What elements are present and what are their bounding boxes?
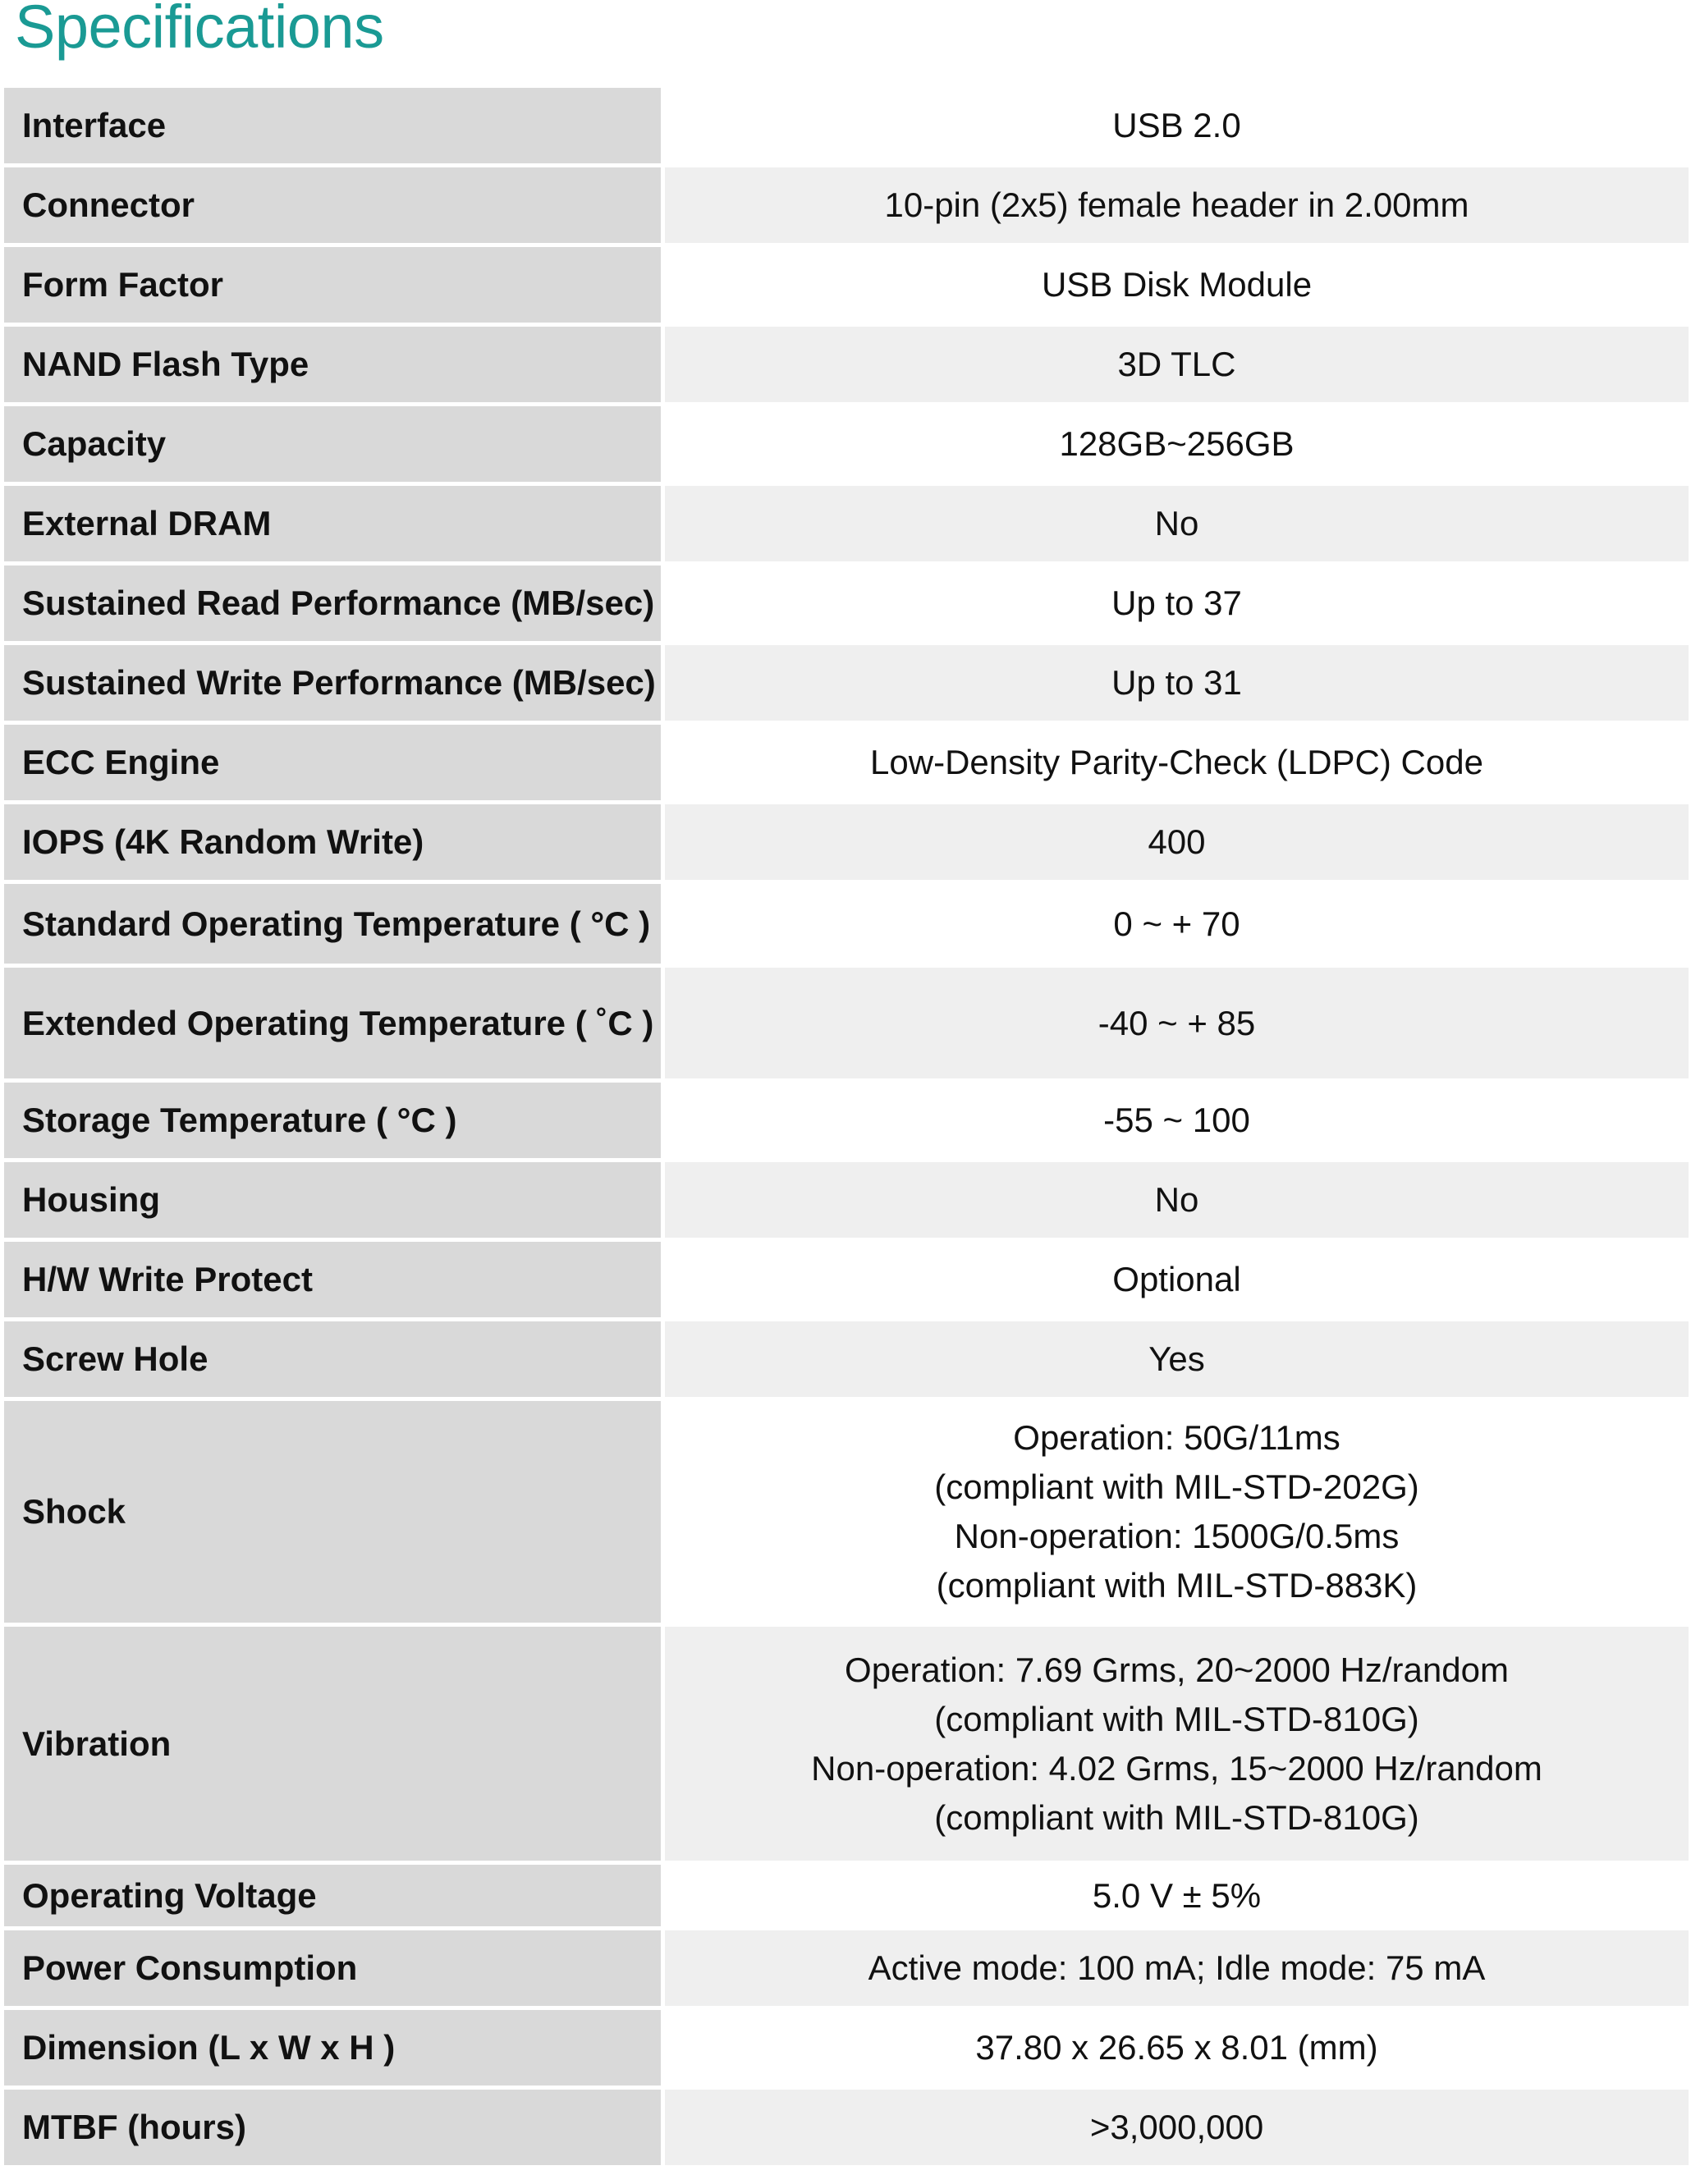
spec-value: [665, 1865, 1689, 1930]
spec-row: [4, 406, 1689, 486]
spec-value-line: (compliant with MIL-STD-883K): [936, 1566, 1418, 1605]
spec-value-line: 5.0 V ± 5%: [1092, 1875, 1262, 1915]
spec-label: Operating Voltage: [4, 1865, 665, 1930]
spec-value: [665, 247, 1689, 327]
spec-row: [4, 804, 1689, 884]
spec-row: [4, 565, 1689, 645]
spec-value: [665, 1401, 1689, 1627]
spec-label: Vibration: [4, 1627, 665, 1865]
spec-value: [665, 1242, 1689, 1321]
spec-label: ECC Engine: [4, 725, 665, 804]
spec-row: [4, 486, 1689, 565]
spec-row: [4, 88, 1689, 167]
spec-row: [4, 1627, 1689, 1865]
spec-label: Extended Operating Temperature ( ˚C ): [4, 968, 665, 1083]
spec-value-line: Low-Density Parity-Check (LDPC) Code: [870, 743, 1483, 781]
spec-value: [665, 1930, 1689, 2010]
spec-row: [4, 1242, 1689, 1321]
spec-value: [665, 327, 1689, 406]
spec-value-line: USB 2.0: [1112, 106, 1241, 144]
spec-value-line: No: [1154, 1180, 1199, 1219]
specifications-table: [4, 88, 1689, 2169]
page-title: Specifications: [15, 0, 384, 61]
spec-label: Sustained Read Performance (MB/sec): [4, 565, 665, 645]
specifications-table-body: [4, 88, 1689, 2169]
spec-value: [665, 88, 1689, 167]
spec-value-line: (compliant with MIL-STD-202G): [934, 1467, 1419, 1506]
spec-row: [4, 2090, 1689, 2169]
spec-value-line: 3D TLC: [1117, 345, 1236, 383]
spec-value: [665, 565, 1689, 645]
spec-value-line: 10-pin (2x5) female header in 2.00mm: [884, 185, 1469, 224]
spec-row: [4, 1401, 1689, 1627]
spec-value-line: No: [1154, 504, 1199, 543]
spec-label: Connector: [4, 167, 665, 247]
spec-value-line: (compliant with MIL-STD-810G): [934, 1797, 1419, 1837]
spec-label: Sustained Write Performance (MB/sec): [4, 645, 665, 725]
spec-label: Housing: [4, 1162, 665, 1242]
spec-row: [4, 968, 1689, 1083]
spec-value-line: -55 ~ 100: [1103, 1101, 1250, 1139]
spec-value: [665, 804, 1689, 884]
spec-value-line: 0 ~ + 70: [1113, 904, 1240, 943]
spec-row: [4, 247, 1689, 327]
spec-value-line: USB Disk Module: [1041, 265, 1313, 304]
spec-label: Interface: [4, 88, 665, 167]
spec-label: Power Consumption: [4, 1930, 665, 2010]
spec-value-line: Non-operation: 1500G/0.5ms: [954, 1517, 1400, 1555]
spec-value-line: 128GB~256GB: [1059, 424, 1295, 463]
spec-label: IOPS (4K Random Write): [4, 804, 665, 884]
spec-value-line: Up to 31: [1111, 663, 1242, 702]
spec-value-line: Yes: [1148, 1339, 1205, 1378]
spec-label: Shock: [4, 1401, 665, 1627]
spec-row: [4, 1930, 1689, 2010]
spec-value-line: >3,000,000: [1089, 2108, 1264, 2146]
spec-value-line: Up to 37: [1111, 584, 1242, 622]
spec-value: [665, 725, 1689, 804]
spec-row: [4, 1083, 1689, 1162]
spec-label: MTBF (hours): [4, 2090, 665, 2169]
spec-label: NAND Flash Type: [4, 327, 665, 406]
spec-value-line: (compliant with MIL-STD-810G): [934, 1699, 1419, 1738]
spec-value: [665, 1321, 1689, 1401]
spec-value: [665, 884, 1689, 968]
spec-value: [665, 1162, 1689, 1242]
spec-value: [665, 645, 1689, 725]
spec-row: [4, 884, 1689, 968]
spec-value-line: Active mode: 100 mA; Idle mode: 75 mA: [868, 1948, 1486, 1987]
spec-label: Storage Temperature ( °C ): [4, 1083, 665, 1162]
spec-value-line: Non-operation: 4.02 Grms, 15~2000 Hz/random: [811, 1748, 1542, 1788]
spec-value-line: 400: [1148, 822, 1206, 861]
spec-value: [665, 486, 1689, 565]
spec-value: [665, 1083, 1689, 1162]
spec-label: External DRAM: [4, 486, 665, 565]
spec-label: Dimension (L x W x H ): [4, 2010, 665, 2090]
spec-value-line: Operation: 7.69 Grms, 20~2000 Hz/random: [845, 1650, 1509, 1689]
spec-value: [665, 968, 1689, 1083]
spec-value-line: Operation: 50G/11ms: [1013, 1418, 1340, 1457]
spec-label: Standard Operating Temperature ( °C ): [4, 884, 665, 968]
spec-row: [4, 2010, 1689, 2090]
spec-row: [4, 645, 1689, 725]
spec-label: Form Factor: [4, 247, 665, 327]
spec-label: Capacity: [4, 406, 665, 486]
spec-row: [4, 167, 1689, 247]
spec-row: [4, 327, 1689, 406]
spec-label: H/W Write Protect: [4, 1242, 665, 1321]
spec-row: [4, 1321, 1689, 1401]
spec-value: [665, 406, 1689, 486]
spec-value: [665, 167, 1689, 247]
spec-value-line: -40 ~ + 85: [1098, 1003, 1256, 1042]
spec-row: [4, 725, 1689, 804]
spec-row: [4, 1865, 1689, 1930]
spec-value: [665, 2090, 1689, 2169]
spec-row: [4, 1162, 1689, 1242]
spec-value: [665, 2010, 1689, 2090]
spec-value: [665, 1627, 1689, 1865]
spec-value-line: 37.80 x 26.65 x 8.01 (mm): [975, 2028, 1378, 2067]
spec-value-line: Optional: [1112, 1260, 1241, 1298]
spec-label: Screw Hole: [4, 1321, 665, 1401]
